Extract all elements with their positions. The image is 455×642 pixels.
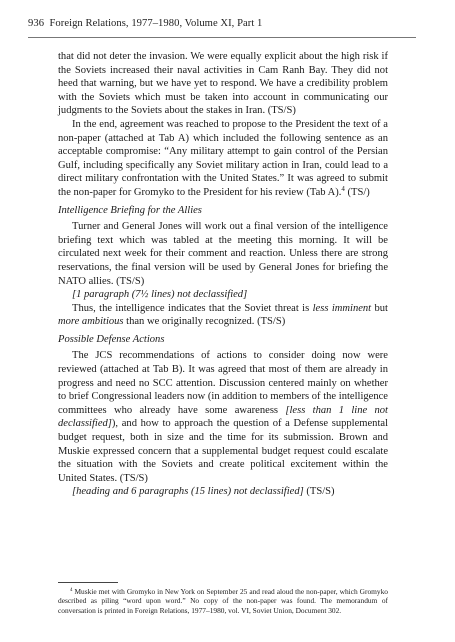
classification-marking: (TS/S) — [303, 486, 335, 498]
page-number: 936 — [28, 18, 45, 29]
footnote — [58, 587, 388, 615]
paragraph: Turner and General Jones will work out a final version of the intelligence briefing text which was tabled at the meeting this morning. It will be circulated next week for their comment and reaction. Unless there are strong reservations, the final version will be used by General Jones for briefing the NATO allies. (TS/S) — [58, 221, 388, 287]
footnote-marker: 4 — [70, 588, 73, 593]
emphasis: more ambitious — [58, 316, 124, 328]
classification-marking: (TS/) — [344, 186, 370, 198]
paragraph — [58, 349, 388, 485]
text-run: but — [371, 302, 388, 314]
section-heading: Intelligence Briefing for the Allies — [58, 204, 202, 216]
paragraph — [58, 485, 388, 499]
text-run: The JCS recommendations of actions to consider doing now were reviewed (attached at Tab B). It was agreed that most of them are already in progress and need no SCC attention. Discussion centered mainly on whether to brief Congressional leaders now (in addition to members of the intelligence committees who already have some awareness — [58, 350, 388, 416]
not-declassified-note: [1 paragraph (7½ lines) not declassified] — [72, 289, 248, 301]
section-heading: Possible Defense Actions — [58, 333, 165, 345]
running-head-title: Foreign Relations, 1977–1980, Volume XI, Part 1 — [49, 18, 263, 29]
footnote-rule — [58, 582, 118, 583]
text-run: than we originally recognized. (TS/S) — [123, 316, 286, 328]
paragraph — [58, 288, 388, 302]
paragraph — [58, 302, 388, 329]
emphasis: less imminent — [312, 302, 372, 314]
footnote-citation-title: Foreign Relations, — [134, 605, 190, 615]
not-declassified-note: [less than 1 line not declassified] — [58, 404, 388, 430]
text-run: Thus, the intelligence indicates that the Soviet threat is — [72, 302, 313, 314]
header-rule — [28, 37, 416, 38]
footnote-text: 1977–1980, vol. VI, Soviet Union, Document 302. — [189, 605, 342, 615]
footnote-text: Muskie met with Gromyko in New York on September 25 and read aloud the non-paper, which Gromyko described as piling “word upon word.” No copy of the non-paper was found. The memorandum of conversation is printed in — [58, 587, 388, 615]
footnote-reference[interactable]: 4 — [341, 184, 345, 193]
running-head — [28, 18, 262, 29]
body-text — [58, 50, 388, 499]
paragraph: that did not deter the invasion. We were equally explicit about the high risk if the Soviets increased their naval activities in Cam Ranh Bay. They did not heed that warning, but we have yet to respond. We have a credibility problem with the Soviets which must be taken into account in communicating our judgments to the Soviets about the stakes in Iran. (TS/S) — [58, 51, 388, 117]
paragraph — [58, 118, 388, 200]
paragraph-text: In the end, agreement was reached to propose to the President the text of a non-paper (attached at Tab A) which included the following sentence as an acceptable compromise: “Any military attempt to gain control of the Persian Gulf, including specifically any Soviet military action in Iran, could lead to a direct military confrontation with the United States.” It was agreed to submit the non-paper for Gromyko to the President for his review (Tab A). — [58, 118, 388, 198]
text-run: ), and how to approach the question of a Defense supplemental budget request, both in size and the time for its submission. Brown and Muskie expressed concern that a supplemental budget request could escalate the situation with the Soviets and create political excitement within the United States. (TS/S) — [58, 418, 388, 484]
not-declassified-note: [heading and 6 paragraphs (15 lines) not declassified] — [72, 486, 304, 498]
